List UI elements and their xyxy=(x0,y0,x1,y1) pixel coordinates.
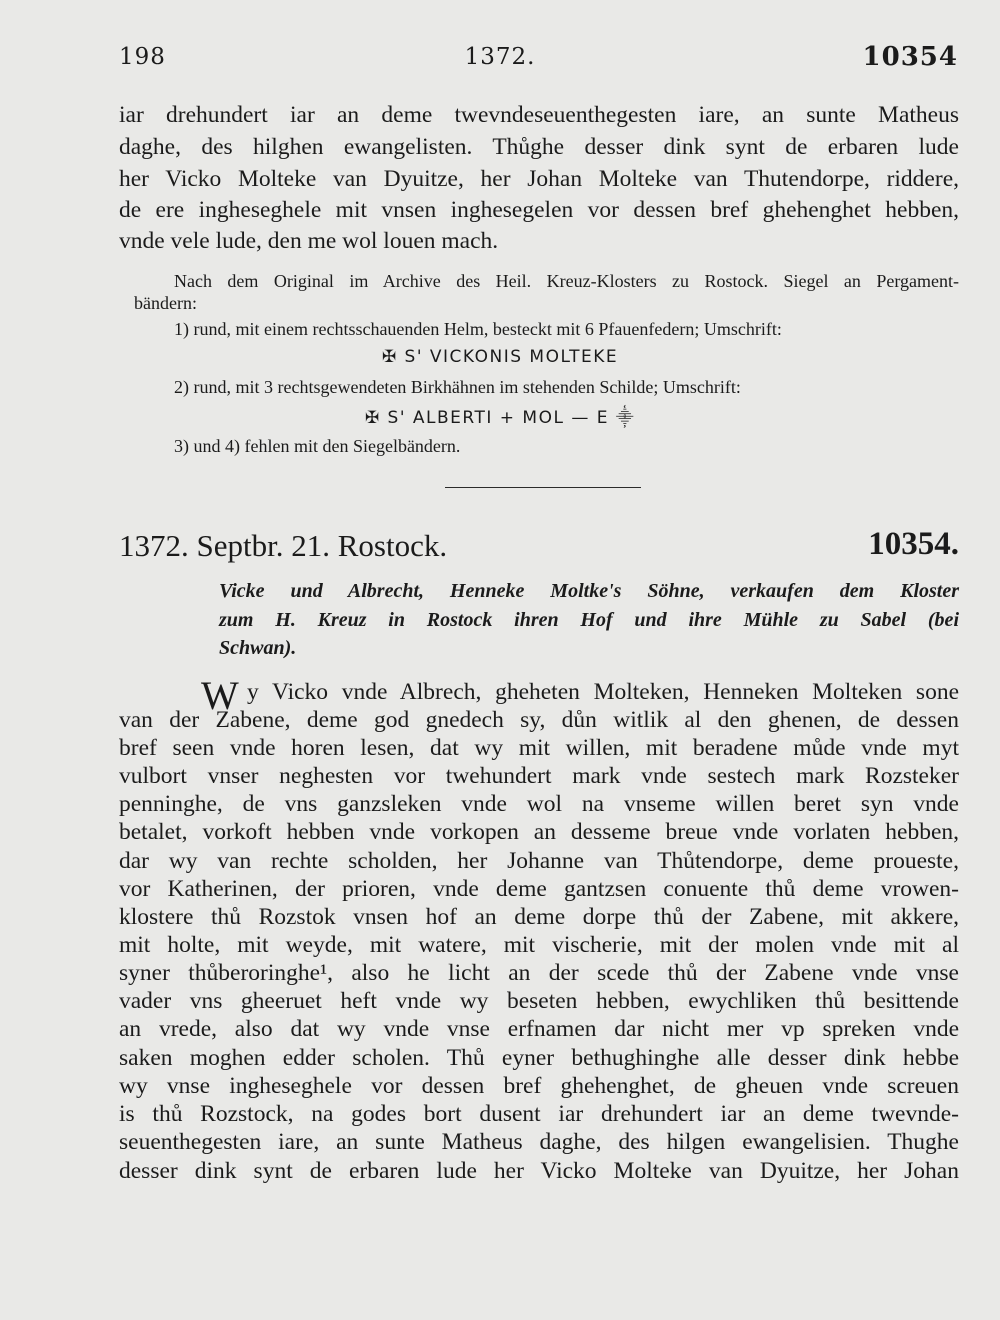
continuation-line: daghe, des hilghen ewangelisten. Thůghe desser dink synt de erbaren lude xyxy=(119,134,959,160)
source-note: bändern: xyxy=(134,293,197,313)
document-number: 10354. xyxy=(868,526,959,562)
regest-line: Schwan). xyxy=(219,637,297,659)
document-line: saken moghen edder scholen. Thů eyner bethughinghe alle desser dink hebbe xyxy=(119,1045,959,1071)
document-line: is thů Rozstock, na godes bort dusent iar drehundert iar an deme twevnde- xyxy=(119,1101,959,1127)
document-line: desser dink synt de erbaren lude her Vicko Molteke van Dyuitze, her Johan xyxy=(119,1158,959,1184)
document-heading xyxy=(119,528,959,564)
seal-description: 2) rund, mit 3 rechtsgewendeten Birkhähnen im stehenden Schilde; Umschrift: xyxy=(174,377,741,397)
continuation-line: her Vicko Molteke van Dyuitze, her Johan Molteke van Thutendorpe, riddere, xyxy=(119,166,959,192)
document-line: y Vicko vnde Albrech, gheheten Molteken, Henneken Molteken sone xyxy=(247,679,959,705)
document-line: van der Zabene, deme god gnedech sy, důn witlik al den ghenen, de dessen xyxy=(119,707,959,733)
document-line: penninghe, de vns ganzsleken vnde wol na vnseme willen beret syn vnde xyxy=(119,791,959,817)
seal-description: 1) rund, mit einem rechtsschauenden Helm, besteckt mit 6 Pfauenfedern; Umschrift: xyxy=(174,319,782,339)
document-line: betalet, vorkoft hebben vnde vorkopen an desseme breue vnde vorlaten hebben, xyxy=(119,819,959,845)
page-number: 198 xyxy=(119,44,166,70)
seal-legend: ✠ S' ALBERTI + MOL — E ⸎ xyxy=(364,408,636,428)
regest-line: zum H. Kreuz in Rostock ihren Hof und ihre Mühle zu Sabel (bei xyxy=(219,609,959,631)
document-line: an vrede, also dat wy vnde vnse erfnamen dar nicht mer vp spreken vnde xyxy=(119,1016,959,1042)
document-line: mit holte, mit weyde, mit watere, mit vischerie, mit der molen vnde mit al xyxy=(119,932,959,958)
source-note: Nach dem Original im Archive des Heil. Kreuz-Klosters zu Rostock. Siegel an Pergament- xyxy=(174,271,959,291)
regest-line: Vicke und Albrecht, Henneke Moltke's Söhne, verkaufen dem Kloster xyxy=(219,580,959,602)
seal-legend: ✠ S' VICKONIS MOLTEKE xyxy=(381,347,619,367)
continuation-line: iar drehundert iar an deme twevndeseuenthegesten iare, an sunte Matheus xyxy=(119,102,959,128)
seal-description: 3) und 4) fehlen mit den Siegelbändern. xyxy=(174,436,461,456)
running-year: 1372. xyxy=(464,44,536,70)
document-line: vulbort vnser neghesten vor twehundert mark vnde sestech mark Rozsteker xyxy=(119,763,959,789)
continuation-line: vnde vele lude, den me wol louen mach. xyxy=(119,228,499,254)
document-line: wy vnse ingheseghele vor dessen bref ghehenghet, de gheuen vnde screuen xyxy=(119,1073,959,1099)
running-doc-number: 10354 xyxy=(862,42,958,72)
continuation-line: de ere ingheseghele mit vnsen inghesegelen vor dessen bref ghehenghet hebben, xyxy=(119,197,959,223)
document-line: bref seen vnde horen lesen, dat wy mit willen, mit beradene můde vnde myt xyxy=(119,735,959,761)
document-line: klostere thů Rozstok vnsen hof an deme dorpe thů der Zabene, mit akkere, xyxy=(119,904,959,930)
document-date-place: 1372. Septbr. 21. Rostock. xyxy=(119,528,448,563)
document-line: vor Katherinen, der prioren, vnde deme gantzsen conuente thů deme vrowen- xyxy=(119,876,959,902)
document-line: vader vns gheeruet heft vnde wy beseten hebben, ewychliken thů besittende xyxy=(119,988,959,1014)
document-line: seuenthegesten iare, an sunte Matheus daghe, des hilgen ewangelisien. Thughe xyxy=(119,1129,959,1155)
initial-letter: W xyxy=(201,673,239,718)
document-line: dar wy van rechte scholden, her Johanne van Thůtendorpe, deme proueste, xyxy=(119,848,959,874)
document-line: syner thůberoringhe¹, also he licht an der scede thů der Zabene vnde vnse xyxy=(119,960,959,986)
section-divider xyxy=(445,487,641,488)
